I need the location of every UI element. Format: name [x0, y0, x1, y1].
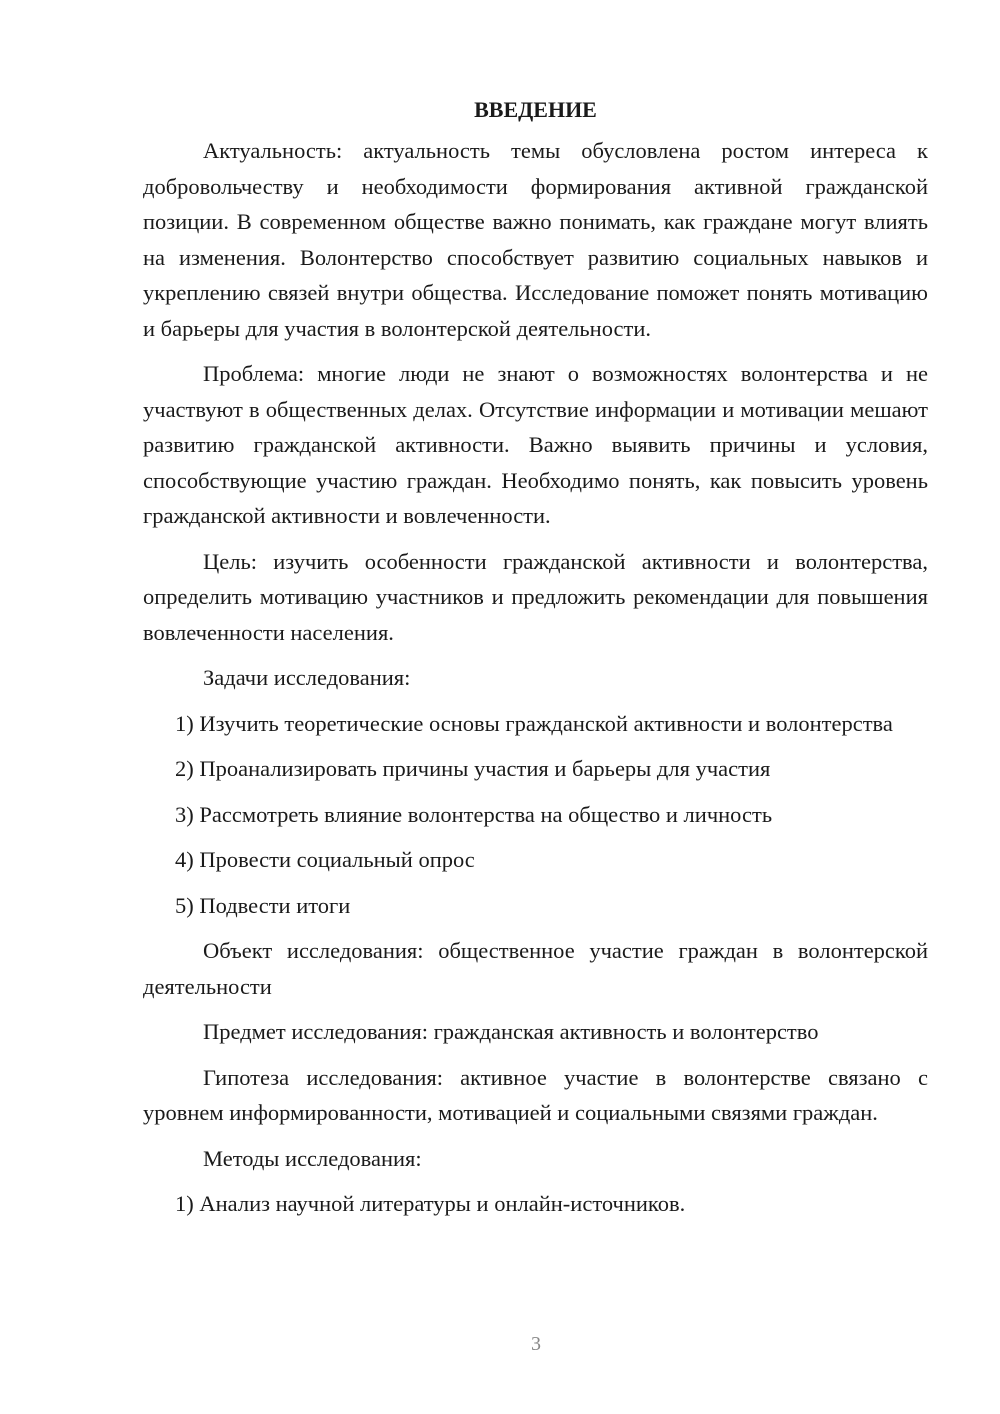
- subject-paragraph: Предмет исследования: гражданская активность и волонтерство: [203, 1019, 819, 1044]
- task-item: 1) Изучить теоретические основы гражданской активности и волонтерства: [175, 710, 893, 736]
- task-item: 5) Подвести итоги: [175, 892, 351, 918]
- page-title: ВВЕДЕНИЕ: [474, 97, 597, 122]
- object-paragraph: Объект исследования: общественное участие граждан в волонтерской деятельности: [143, 938, 928, 999]
- goal-paragraph: Цель: изучить особенности гражданской активности и волонтерства, определить мотивацию участников и предложить рекомендации для повышения вовлеченности населения.: [143, 548, 928, 645]
- task-item: 2) Проанализировать причины участия и барьеры для участия: [175, 756, 771, 781]
- method-item: 1) Анализ научной литературы и онлайн-источников.: [175, 1191, 686, 1216]
- relevance-paragraph: Актуальность: актуальность темы обусловлена ростом интереса к добровольчеству и необходимости формирования активной гражданской позиции. В современном обществе важно понимать, как граждане могут влиять на изменения. Волонтерство способствует развитию социальных навыков и укреплению связей внутри общества. Исследование поможет понять мотивацию и барьеры для участия в волонтерской деятельности.: [143, 138, 928, 341]
- page-body: [143, 92, 928, 1232]
- methods-heading: Методы исследования:: [203, 1145, 422, 1171]
- tasks-heading: Задачи исследования:: [203, 665, 411, 690]
- task-item: 3) Рассмотреть влияние волонтерства на общество и личность: [175, 801, 773, 827]
- hypothesis-paragraph: Гипотеза исследования: активное участие в волонтерстве связано с уровнем информированности, мотивацией и социальными связями граждан.: [143, 1064, 928, 1125]
- page-number: 3: [531, 1333, 541, 1355]
- task-item: 4) Провести социальный опрос: [175, 847, 475, 872]
- problem-paragraph: Проблема: многие люди не знают о возможностях волонтерства и не участвуют в общественных делах. Отсутствие информации и мотивации мешают развитию гражданской активности. Важно выявить причины и условия, способствующие участию граждан. Необходимо понять, как повысить уровень гражданской активности и вовлеченности.: [143, 361, 928, 528]
